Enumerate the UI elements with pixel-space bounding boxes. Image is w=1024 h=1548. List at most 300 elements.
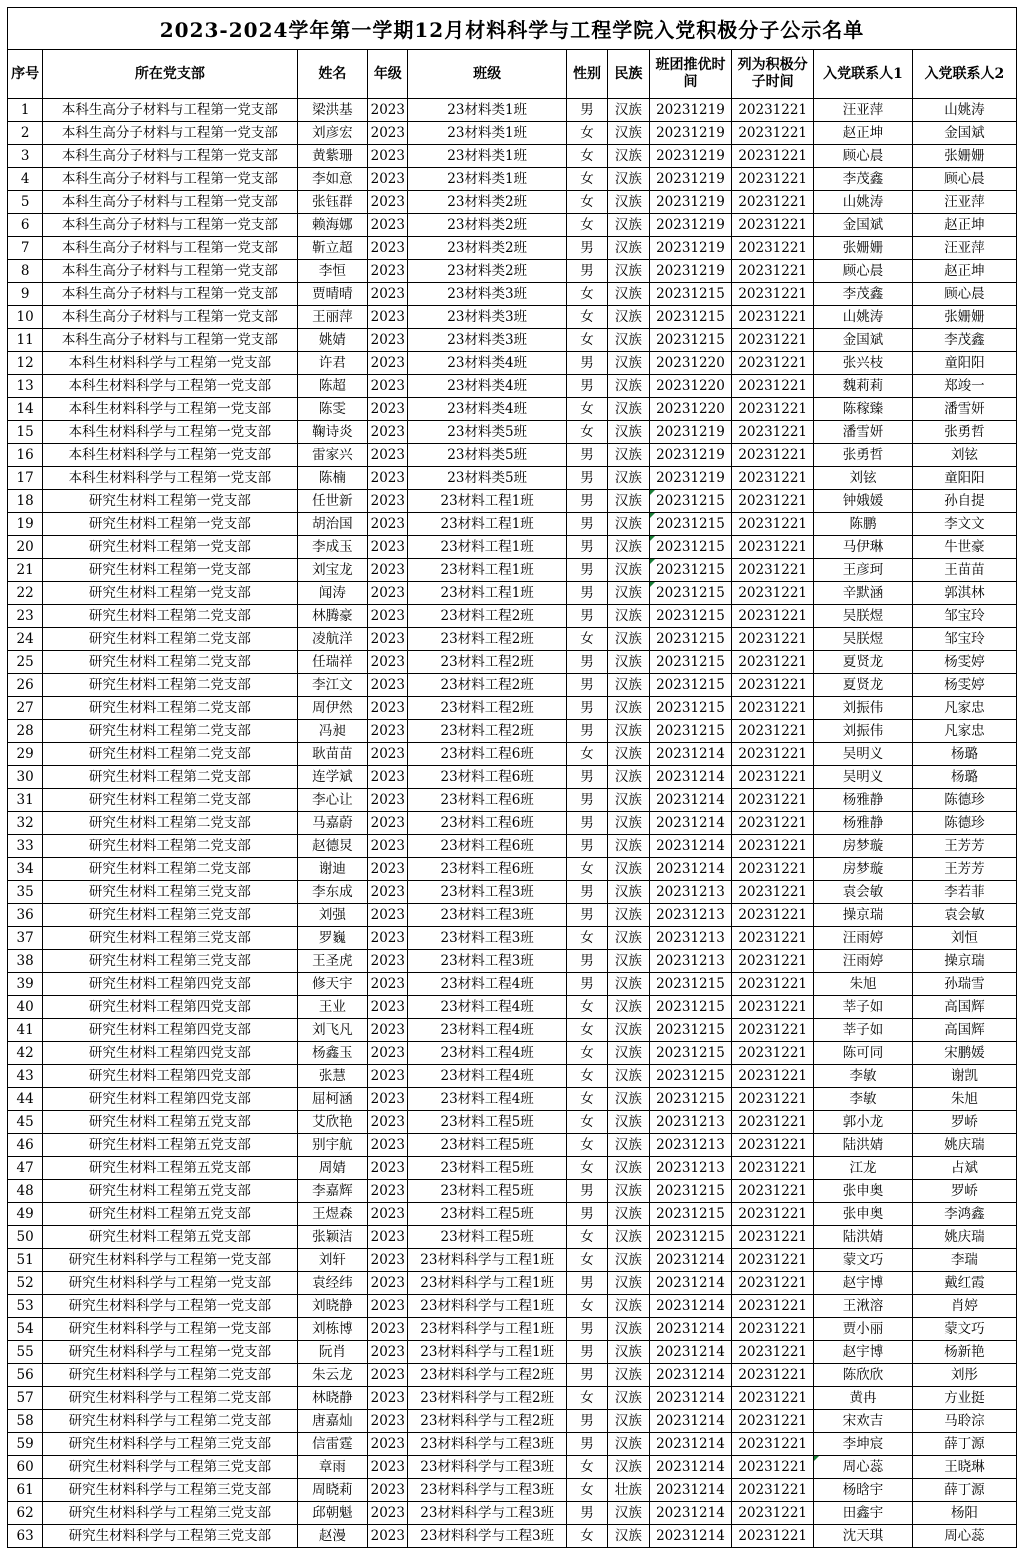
cell-contact-1: 陈鹏 xyxy=(814,513,913,536)
cell-activist-date: 20231221 xyxy=(732,835,814,858)
cell-class: 23材料类1班 xyxy=(408,168,566,191)
cell-index: 41 xyxy=(8,1019,43,1042)
cell-gender: 男 xyxy=(566,766,607,789)
cell-branch: 本科生材料科学与工程第一党支部 xyxy=(43,352,297,375)
table-row xyxy=(8,1387,1017,1410)
cell-contact-2: 牛世豪 xyxy=(912,536,1016,559)
cell-branch: 研究生材料工程第三党支部 xyxy=(43,904,297,927)
cell-ethnicity: 汉族 xyxy=(608,812,649,835)
cell-branch: 研究生材料科学与工程第一党支部 xyxy=(43,1341,297,1364)
cell-contact-1: 朱旭 xyxy=(814,973,913,996)
cell-contact-2: 刘铉 xyxy=(912,444,1016,467)
cell-class: 23材料工程3班 xyxy=(408,881,566,904)
cell-ethnicity: 汉族 xyxy=(608,490,649,513)
cell-class: 23材料工程2班 xyxy=(408,674,566,697)
cell-activist-date: 20231221 xyxy=(732,122,814,145)
cell-activist-date: 20231221 xyxy=(732,168,814,191)
cell-contact-2: 王晓琳 xyxy=(912,1456,1016,1479)
cell-ethnicity: 汉族 xyxy=(608,950,649,973)
cell-index: 13 xyxy=(8,375,43,398)
table-row xyxy=(8,1088,1017,1111)
table-row xyxy=(8,513,1017,536)
cell-gender: 男 xyxy=(566,444,607,467)
cell-activist-date: 20231221 xyxy=(732,927,814,950)
cell-gender: 女 xyxy=(566,1456,607,1479)
cell-contact-2: 李鸿鑫 xyxy=(912,1203,1016,1226)
cell-class: 23材料类1班 xyxy=(408,122,566,145)
cell-recommend-date: 20231219 xyxy=(649,467,732,490)
cell-gender: 男 xyxy=(566,1180,607,1203)
cell-class: 23材料工程6班 xyxy=(408,766,566,789)
cell-branch: 研究生材料工程第四党支部 xyxy=(43,996,297,1019)
cell-ethnicity: 汉族 xyxy=(608,1203,649,1226)
cell-class: 23材料工程3班 xyxy=(408,927,566,950)
cell-name: 李心让 xyxy=(297,789,368,812)
cell-gender: 女 xyxy=(566,191,607,214)
cell-recommend-date: 20231213 xyxy=(649,1111,732,1134)
cell-grade: 2023 xyxy=(368,1249,408,1272)
cell-name: 陈超 xyxy=(297,375,368,398)
cell-index: 63 xyxy=(8,1525,43,1548)
cell-ethnicity: 汉族 xyxy=(608,1042,649,1065)
cell-index: 46 xyxy=(8,1134,43,1157)
cell-contact-1: 王彦珂 xyxy=(814,559,913,582)
cell-ethnicity: 汉族 xyxy=(608,1364,649,1387)
cell-recommend-date: 20231215 xyxy=(649,697,732,720)
cell-contact-2: 孙自提 xyxy=(912,490,1016,513)
cell-branch: 研究生材料工程第一党支部 xyxy=(43,582,297,605)
cell-grade: 2023 xyxy=(368,145,408,168)
cell-ethnicity: 汉族 xyxy=(608,536,649,559)
cell-grade: 2023 xyxy=(368,260,408,283)
cell-grade: 2023 xyxy=(368,1479,408,1502)
cell-ethnicity: 壮族 xyxy=(608,1479,649,1502)
cell-name: 陈楠 xyxy=(297,467,368,490)
cell-contact-2: 刘恒 xyxy=(912,927,1016,950)
cell-activist-date: 20231221 xyxy=(732,973,814,996)
cell-index: 59 xyxy=(8,1433,43,1456)
cell-recommend-date: 20231215 xyxy=(649,536,732,559)
table-row xyxy=(8,1410,1017,1433)
cell-ethnicity: 汉族 xyxy=(608,513,649,536)
cell-branch: 研究生材料工程第二党支部 xyxy=(43,835,297,858)
cell-class: 23材料工程5班 xyxy=(408,1180,566,1203)
cell-contact-2: 王芳芳 xyxy=(912,858,1016,881)
cell-activist-date: 20231221 xyxy=(732,1456,814,1479)
cell-index: 33 xyxy=(8,835,43,858)
cell-index: 12 xyxy=(8,352,43,375)
cell-branch: 研究生材料科学与工程第一党支部 xyxy=(43,1272,297,1295)
table-row xyxy=(8,950,1017,973)
cell-gender: 男 xyxy=(566,467,607,490)
cell-contact-1: 莘子如 xyxy=(814,996,913,1019)
table-row xyxy=(8,214,1017,237)
cell-gender: 男 xyxy=(566,674,607,697)
cell-gender: 女 xyxy=(566,329,607,352)
cell-contact-1: 刘铉 xyxy=(814,467,913,490)
cell-activist-date: 20231221 xyxy=(732,329,814,352)
cell-grade: 2023 xyxy=(368,1088,408,1111)
cell-index: 15 xyxy=(8,421,43,444)
cell-grade: 2023 xyxy=(368,720,408,743)
cell-branch: 研究生材料工程第一党支部 xyxy=(43,536,297,559)
cell-contact-1: 操京瑞 xyxy=(814,904,913,927)
cell-gender: 男 xyxy=(566,973,607,996)
cell-recommend-date: 20231219 xyxy=(649,145,732,168)
cell-name: 任瑞祥 xyxy=(297,651,368,674)
cell-gender: 女 xyxy=(566,1134,607,1157)
table-row xyxy=(8,1318,1017,1341)
cell-grade: 2023 xyxy=(368,421,408,444)
cell-grade: 2023 xyxy=(368,628,408,651)
cell-ethnicity: 汉族 xyxy=(608,697,649,720)
cell-ethnicity: 汉族 xyxy=(608,996,649,1019)
cell-index: 49 xyxy=(8,1203,43,1226)
cell-contact-1: 周心蕊 xyxy=(814,1456,913,1479)
cell-name: 任世新 xyxy=(297,490,368,513)
table-row xyxy=(8,191,1017,214)
cell-index: 54 xyxy=(8,1318,43,1341)
cell-grade: 2023 xyxy=(368,858,408,881)
cell-branch: 研究生材料工程第二党支部 xyxy=(43,858,297,881)
cell-ethnicity: 汉族 xyxy=(608,1525,649,1548)
cell-activist-date: 20231221 xyxy=(732,145,814,168)
cell-name: 李嘉辉 xyxy=(297,1180,368,1203)
cell-activist-date: 20231221 xyxy=(732,1249,814,1272)
cell-contact-1: 汪雨婷 xyxy=(814,950,913,973)
cell-class: 23材料类4班 xyxy=(408,375,566,398)
cell-recommend-date: 20231215 xyxy=(649,283,732,306)
cell-grade: 2023 xyxy=(368,1203,408,1226)
cell-recommend-date: 20231213 xyxy=(649,881,732,904)
cell-contact-2: 童阳阳 xyxy=(912,467,1016,490)
cell-gender: 男 xyxy=(566,352,607,375)
cell-contact-1: 辛默涵 xyxy=(814,582,913,605)
cell-ethnicity: 汉族 xyxy=(608,168,649,191)
table-row xyxy=(8,421,1017,444)
cell-index: 47 xyxy=(8,1157,43,1180)
cell-class: 23材料类5班 xyxy=(408,421,566,444)
table-body xyxy=(8,99,1017,1548)
cell-gender: 男 xyxy=(566,835,607,858)
cell-gender: 女 xyxy=(566,1479,607,1502)
cell-ethnicity: 汉族 xyxy=(608,191,649,214)
cell-gender: 女 xyxy=(566,283,607,306)
cell-grade: 2023 xyxy=(368,214,408,237)
cell-branch: 研究生材料工程第五党支部 xyxy=(43,1157,297,1180)
cell-ethnicity: 汉族 xyxy=(608,559,649,582)
cell-grade: 2023 xyxy=(368,881,408,904)
cell-contact-1: 郭小龙 xyxy=(814,1111,913,1134)
table-row xyxy=(8,99,1017,122)
cell-index: 2 xyxy=(8,122,43,145)
cell-contact-1: 宋欢吉 xyxy=(814,1410,913,1433)
table-row xyxy=(8,467,1017,490)
cell-name: 周婧 xyxy=(297,1157,368,1180)
cell-name: 黄紫珊 xyxy=(297,145,368,168)
cell-activist-date: 20231221 xyxy=(732,421,814,444)
cell-recommend-date: 20231219 xyxy=(649,237,732,260)
cell-grade: 2023 xyxy=(368,766,408,789)
cell-ethnicity: 汉族 xyxy=(608,720,649,743)
cell-recommend-date: 20231214 xyxy=(649,1387,732,1410)
cell-branch: 研究生材料工程第三党支部 xyxy=(43,881,297,904)
header-row xyxy=(8,50,1017,99)
cell-gender: 男 xyxy=(566,536,607,559)
cell-class: 23材料工程2班 xyxy=(408,720,566,743)
cell-index: 60 xyxy=(8,1456,43,1479)
cell-recommend-date: 20231219 xyxy=(649,214,732,237)
table-row xyxy=(8,1249,1017,1272)
cell-contact-2: 高国辉 xyxy=(912,1019,1016,1042)
cell-class: 23材料工程4班 xyxy=(408,1088,566,1111)
cell-index: 32 xyxy=(8,812,43,835)
cell-activist-date: 20231221 xyxy=(732,283,814,306)
cell-name: 刘强 xyxy=(297,904,368,927)
table-row xyxy=(8,375,1017,398)
cell-contact-1: 汪雨婷 xyxy=(814,927,913,950)
cell-branch: 研究生材料工程第二党支部 xyxy=(43,674,297,697)
cell-name: 王业 xyxy=(297,996,368,1019)
cell-index: 20 xyxy=(8,536,43,559)
cell-gender: 女 xyxy=(566,1295,607,1318)
cell-contact-1: 刘振伟 xyxy=(814,720,913,743)
table-row xyxy=(8,720,1017,743)
cell-index: 16 xyxy=(8,444,43,467)
cell-branch: 本科生材料科学与工程第一党支部 xyxy=(43,375,297,398)
cell-ethnicity: 汉族 xyxy=(608,421,649,444)
cell-ethnicity: 汉族 xyxy=(608,122,649,145)
cell-name: 林腾豪 xyxy=(297,605,368,628)
cell-ethnicity: 汉族 xyxy=(608,237,649,260)
cell-grade: 2023 xyxy=(368,536,408,559)
cell-contact-2: 山姚涛 xyxy=(912,99,1016,122)
cell-gender: 女 xyxy=(566,996,607,1019)
cell-ethnicity: 汉族 xyxy=(608,145,649,168)
cell-ethnicity: 汉族 xyxy=(608,1180,649,1203)
cell-activist-date: 20231221 xyxy=(732,191,814,214)
cell-activist-date: 20231221 xyxy=(732,214,814,237)
cell-contact-1: 杨晗宇 xyxy=(814,1479,913,1502)
cell-index: 53 xyxy=(8,1295,43,1318)
cell-activist-date: 20231221 xyxy=(732,1525,814,1548)
cell-grade: 2023 xyxy=(368,697,408,720)
cell-branch: 本科生材料科学与工程第一党支部 xyxy=(43,398,297,421)
cell-index: 28 xyxy=(8,720,43,743)
cell-branch: 研究生材料工程第五党支部 xyxy=(43,1134,297,1157)
cell-contact-1: 金国斌 xyxy=(814,329,913,352)
cell-name: 王圣虎 xyxy=(297,950,368,973)
cell-activist-date: 20231221 xyxy=(732,559,814,582)
cell-recommend-date: 20231214 xyxy=(649,1525,732,1548)
table-row xyxy=(8,1433,1017,1456)
cell-branch: 研究生材料工程第四党支部 xyxy=(43,973,297,996)
cell-index: 6 xyxy=(8,214,43,237)
table-row xyxy=(8,283,1017,306)
cell-activist-date: 20231221 xyxy=(732,1088,814,1111)
cell-activist-date: 20231221 xyxy=(732,1065,814,1088)
cell-activist-date: 20231221 xyxy=(732,812,814,835)
cell-recommend-date: 20231214 xyxy=(649,1249,732,1272)
cell-class: 23材料工程4班 xyxy=(408,1065,566,1088)
cell-gender: 男 xyxy=(566,1318,607,1341)
cell-class: 23材料工程5班 xyxy=(408,1226,566,1249)
cell-name: 李东成 xyxy=(297,881,368,904)
cell-class: 23材料类1班 xyxy=(408,145,566,168)
cell-name: 刘飞凡 xyxy=(297,1019,368,1042)
cell-name: 刘彦宏 xyxy=(297,122,368,145)
cell-class: 23材料工程1班 xyxy=(408,582,566,605)
cell-contact-1: 潘雪妍 xyxy=(814,421,913,444)
cell-recommend-date: 20231214 xyxy=(649,789,732,812)
cell-contact-2: 王芳芳 xyxy=(912,835,1016,858)
cell-branch: 研究生材料科学与工程第二党支部 xyxy=(43,1364,297,1387)
cell-contact-1: 赵宇博 xyxy=(814,1341,913,1364)
cell-index: 50 xyxy=(8,1226,43,1249)
cell-contact-2: 陈德珍 xyxy=(912,789,1016,812)
cell-recommend-date: 20231214 xyxy=(649,1341,732,1364)
cell-recommend-date: 20231219 xyxy=(649,421,732,444)
cell-name: 李恒 xyxy=(297,260,368,283)
cell-index: 5 xyxy=(8,191,43,214)
cell-gender: 男 xyxy=(566,697,607,720)
cell-grade: 2023 xyxy=(368,513,408,536)
table-row xyxy=(8,398,1017,421)
cell-name: 胡治国 xyxy=(297,513,368,536)
cell-index: 57 xyxy=(8,1387,43,1410)
cell-index: 25 xyxy=(8,651,43,674)
cell-ethnicity: 汉族 xyxy=(608,1433,649,1456)
cell-recommend-date: 20231215 xyxy=(649,513,732,536)
cell-grade: 2023 xyxy=(368,467,408,490)
cell-ethnicity: 汉族 xyxy=(608,628,649,651)
cell-contact-1: 房梦璇 xyxy=(814,858,913,881)
cell-index: 34 xyxy=(8,858,43,881)
cell-grade: 2023 xyxy=(368,1456,408,1479)
table-row xyxy=(8,743,1017,766)
cell-contact-2: 罗峤 xyxy=(912,1111,1016,1134)
cell-recommend-date: 20231214 xyxy=(649,766,732,789)
cell-gender: 女 xyxy=(566,1065,607,1088)
cell-gender: 男 xyxy=(566,812,607,835)
cell-class: 23材料类4班 xyxy=(408,352,566,375)
cell-branch: 本科生材料科学与工程第一党支部 xyxy=(43,421,297,444)
cell-grade: 2023 xyxy=(368,1134,408,1157)
table-row xyxy=(8,1226,1017,1249)
cell-name: 修天宇 xyxy=(297,973,368,996)
cell-contact-1: 金国斌 xyxy=(814,214,913,237)
cell-ethnicity: 汉族 xyxy=(608,306,649,329)
cell-contact-2: 杨阳 xyxy=(912,1502,1016,1525)
cell-name: 章雨 xyxy=(297,1456,368,1479)
cell-branch: 研究生材料工程第三党支部 xyxy=(43,950,297,973)
cell-ethnicity: 汉族 xyxy=(608,1019,649,1042)
table-row xyxy=(8,651,1017,674)
cell-contact-1: 吴明义 xyxy=(814,743,913,766)
cell-name: 谢迪 xyxy=(297,858,368,881)
cell-branch: 本科生高分子材料与工程第一党支部 xyxy=(43,191,297,214)
cell-activist-date: 20231221 xyxy=(732,513,814,536)
cell-ethnicity: 汉族 xyxy=(608,1295,649,1318)
cell-name: 李成玉 xyxy=(297,536,368,559)
cell-ethnicity: 汉族 xyxy=(608,858,649,881)
member-list-table xyxy=(7,7,1017,1548)
cell-contact-2: 方业挺 xyxy=(912,1387,1016,1410)
cell-class: 23材料工程1班 xyxy=(408,490,566,513)
cell-branch: 研究生材料科学与工程第一党支部 xyxy=(43,1318,297,1341)
cell-contact-1: 杨雅静 xyxy=(814,812,913,835)
cell-ethnicity: 汉族 xyxy=(608,973,649,996)
cell-activist-date: 20231221 xyxy=(732,1157,814,1180)
cell-name: 许君 xyxy=(297,352,368,375)
cell-contact-2: 朱旭 xyxy=(912,1088,1016,1111)
cell-recommend-date: 20231219 xyxy=(649,99,732,122)
cell-recommend-date: 20231215 xyxy=(649,1042,732,1065)
cell-activist-date: 20231221 xyxy=(732,996,814,1019)
cell-contact-2: 李若菲 xyxy=(912,881,1016,904)
cell-branch: 研究生材料工程第二党支部 xyxy=(43,697,297,720)
cell-contact-2: 杨雯婷 xyxy=(912,674,1016,697)
cell-activist-date: 20231221 xyxy=(732,1387,814,1410)
table-row xyxy=(8,306,1017,329)
cell-branch: 研究生材料工程第一党支部 xyxy=(43,559,297,582)
cell-grade: 2023 xyxy=(368,122,408,145)
cell-name: 雷家兴 xyxy=(297,444,368,467)
cell-gender: 男 xyxy=(566,904,607,927)
cell-class: 23材料工程4班 xyxy=(408,973,566,996)
cell-ethnicity: 汉族 xyxy=(608,1341,649,1364)
cell-index: 8 xyxy=(8,260,43,283)
cell-branch: 研究生材料工程第四党支部 xyxy=(43,1042,297,1065)
cell-name: 赖海娜 xyxy=(297,214,368,237)
cell-contact-1: 杨雅静 xyxy=(814,789,913,812)
cell-class: 23材料工程4班 xyxy=(408,1019,566,1042)
cell-branch: 研究生材料工程第四党支部 xyxy=(43,1019,297,1042)
cell-grade: 2023 xyxy=(368,237,408,260)
cell-branch: 本科生材料科学与工程第一党支部 xyxy=(43,444,297,467)
cell-gender: 女 xyxy=(566,1042,607,1065)
cell-ethnicity: 汉族 xyxy=(608,904,649,927)
cell-contact-1: 夏贤龙 xyxy=(814,674,913,697)
table-row xyxy=(8,490,1017,513)
cell-gender: 女 xyxy=(566,122,607,145)
cell-contact-2: 邹宝玲 xyxy=(912,605,1016,628)
cell-ethnicity: 汉族 xyxy=(608,398,649,421)
cell-activist-date: 20231221 xyxy=(732,858,814,881)
cell-gender: 男 xyxy=(566,1341,607,1364)
cell-activist-date: 20231221 xyxy=(732,605,814,628)
cell-grade: 2023 xyxy=(368,674,408,697)
table-row xyxy=(8,973,1017,996)
cell-activist-date: 20231221 xyxy=(732,375,814,398)
table-row xyxy=(8,1042,1017,1065)
cell-recommend-date: 20231219 xyxy=(649,444,732,467)
header-ethnicity: 民族 xyxy=(608,50,649,99)
cell-contact-1: 江龙 xyxy=(814,1157,913,1180)
cell-contact-2: 操京瑞 xyxy=(912,950,1016,973)
cell-recommend-date: 20231220 xyxy=(649,398,732,421)
cell-ethnicity: 汉族 xyxy=(608,1410,649,1433)
cell-branch: 研究生材料工程第三党支部 xyxy=(43,927,297,950)
cell-grade: 2023 xyxy=(368,1157,408,1180)
cell-grade: 2023 xyxy=(368,559,408,582)
cell-branch: 研究生材料工程第二党支部 xyxy=(43,812,297,835)
cell-class: 23材料工程4班 xyxy=(408,996,566,1019)
cell-contact-2: 凡家忠 xyxy=(912,720,1016,743)
cell-name: 张慧 xyxy=(297,1065,368,1088)
table-row xyxy=(8,1272,1017,1295)
cell-contact-1: 李坤宸 xyxy=(814,1433,913,1456)
